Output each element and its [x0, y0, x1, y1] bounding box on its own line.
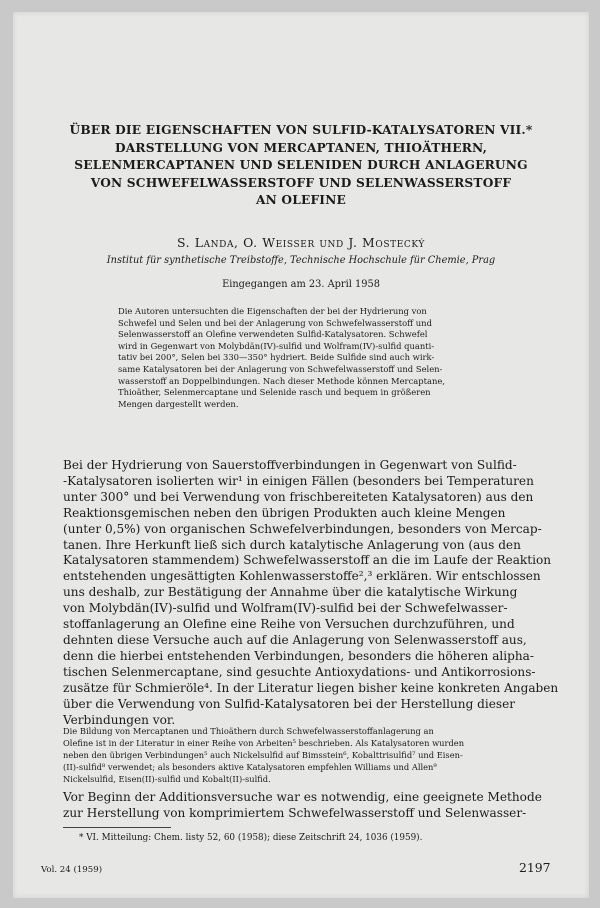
small-print-paragraph: [63, 725, 563, 785]
abstract-line: Selenwasserstoff an Olefine verwendeten Sulfid-Katalysatoren. Schwefel: [118, 329, 428, 340]
small-line: Die Bildung von Mercaptanen und Thioäthern durch Schwefelwasserstoffanlagerung an: [63, 726, 434, 736]
title-line: SELENMERCAPTANEN UND SELENIDEN DURCH ANLAGERUNG: [74, 158, 528, 172]
body-line: Vor Beginn der Additionsversuche war es notwendig, eine geeignete Methode: [63, 790, 542, 804]
title-line: ÜBER DIE EIGENSCHAFTEN VON SULFID-KATALYSATOREN VII.*: [69, 123, 533, 137]
paper-page: [13, 12, 589, 898]
abstract-line: wird in Gegenwart von Molybdän(IV)-sulfid und Wolfram(IV)-sulfid quanti-: [118, 340, 435, 351]
abstract-line: Schwefel und Selen und bei der Anlagerung von Schwefelwasserstoff und: [118, 317, 432, 328]
body-text: [63, 458, 563, 728]
body-line: von Molybdän(IV)-sulfid und Wolfram(IV)-sulfid bei der Schwefelwasser-: [63, 601, 508, 616]
body-line: tanen. Ihre Herkunft ließ sich durch katalytische Anlagerung von (aus den: [63, 537, 521, 552]
small-line: Olefine ist in der Literatur in einer Reihe von Arbeiten⁵ beschrieben. Als Katalysatoren wurden: [63, 738, 465, 748]
body-line: uns deshalb, zur Bestätigung der Annahme über die katalytische Wirkung: [63, 585, 518, 600]
footnote-divider: [63, 827, 171, 828]
authors: S. Landa, O. Weisser und J. Mostecký: [177, 235, 425, 250]
body-line: Katalysatoren stammendem) Schwefelwasserstoff an die im Laufe der Reaktion: [63, 553, 552, 568]
affiliation: Institut für synthetische Treibstoffe, Technische Hochschule für Chemie, Prag: [106, 255, 496, 266]
body-line: Bei der Hydrierung von Sauerstoffverbindungen in Gegenwart von Sulfid-: [63, 458, 517, 472]
abstract-line: Die Autoren untersuchten die Eigenschaften der bei der Hydrierung von: [118, 306, 427, 316]
abstract-line: tativ bei 200°, Selen bei 330—350° hydriert. Beide Sulfide sind auch wirk-: [118, 352, 435, 363]
body-line: stoffanlagerung an Olefine eine Reihe von Versuchen durchzuführen, und: [63, 617, 515, 632]
footnote: * VI. Mitteilung: Chem. listy 52, 60 (1958); diese Zeitschrift 24, 1036 (1959).: [79, 833, 423, 843]
body-line: (unter 0,5%) von organischen Schwefelverbindungen, besonders von Mercap-: [63, 521, 542, 536]
body-text-continued: [63, 790, 563, 822]
body-line: -Katalysatoren isolierten wir¹ in einigen Fällen (besonders bei Temperaturen: [63, 473, 534, 488]
abstract-line: same Katalysatoren bei der Anlagerung von Schwefelwasserstoff und Selen-: [118, 363, 443, 374]
body-line: über die Verwendung von Sulfid-Katalysatoren bei der Herstellung dieser: [63, 696, 516, 711]
body-line: entstehenden ungesättigten Kohlenwasserstoffe²,³ erklären. Wir entschlossen: [63, 569, 541, 584]
body-line: Reaktionsgemischen neben den übrigen Produkten auch kleine Mengen: [63, 505, 506, 520]
abstract: [118, 306, 516, 410]
abstract-line: Thioäther, Selenmercaptane und Selenide rasch und bequem in größeren: [118, 387, 431, 398]
small-line: (II)-sulfid⁸ verwendet; als besonders aktive Katalysatoren empfehlen Williams und Allen⁹: [63, 762, 437, 772]
body-line: unter 300° und bei Verwendung von frischbereiteten Katalysatoren) aus den: [63, 489, 534, 504]
title-line: DARSTELLUNG VON MERCAPTANEN, THIOÄTHERN,: [114, 140, 488, 155]
volume-label: Vol. 24 (1959): [41, 865, 103, 875]
abstract-line: wasserstoff an Doppelbindungen. Nach dieser Methode können Mercaptane,: [118, 375, 445, 386]
title-line: AN OLEFINE: [255, 193, 347, 207]
page-number: 2197: [519, 860, 551, 875]
article-title: [53, 122, 549, 210]
abstract-line: Mengen dargestellt werden.: [118, 398, 239, 409]
small-line: neben den übrigen Verbindungen⁵ auch Nickelsulfid auf Bimsstein⁶, Kobalttrisulfid⁷ und Eisen-: [63, 750, 463, 760]
received-date: Eingegangen am 23. April 1958: [222, 279, 380, 290]
small-line: Nickelsulfid, Eisen(II)-sulfid und Kobalt(II)-sulfid.: [63, 774, 271, 784]
body-line: Verbindungen vor.: [63, 712, 176, 727]
body-line: denn die hierbei entstehenden Verbindungen, besonders die höheren alipha-: [63, 648, 534, 663]
body-line: zur Herstellung von komprimiertem Schwefelwasserstoff und Selenwasser-: [63, 805, 527, 820]
body-line: tischen Selenmercaptane, sind gesuchte Antioxydations- und Antikorrosions-: [63, 664, 536, 679]
body-line: zusätze für Schmieröle⁴. In der Literatur liegen bisher keine konkreten Angaben: [63, 680, 559, 695]
title-line: VON SCHWEFELWASSERSTOFF UND SELENWASSERSTOFF: [90, 175, 512, 190]
body-line: dehnten diese Versuche auch auf die Anlagerung von Selenwasserstoff aus,: [63, 632, 527, 647]
